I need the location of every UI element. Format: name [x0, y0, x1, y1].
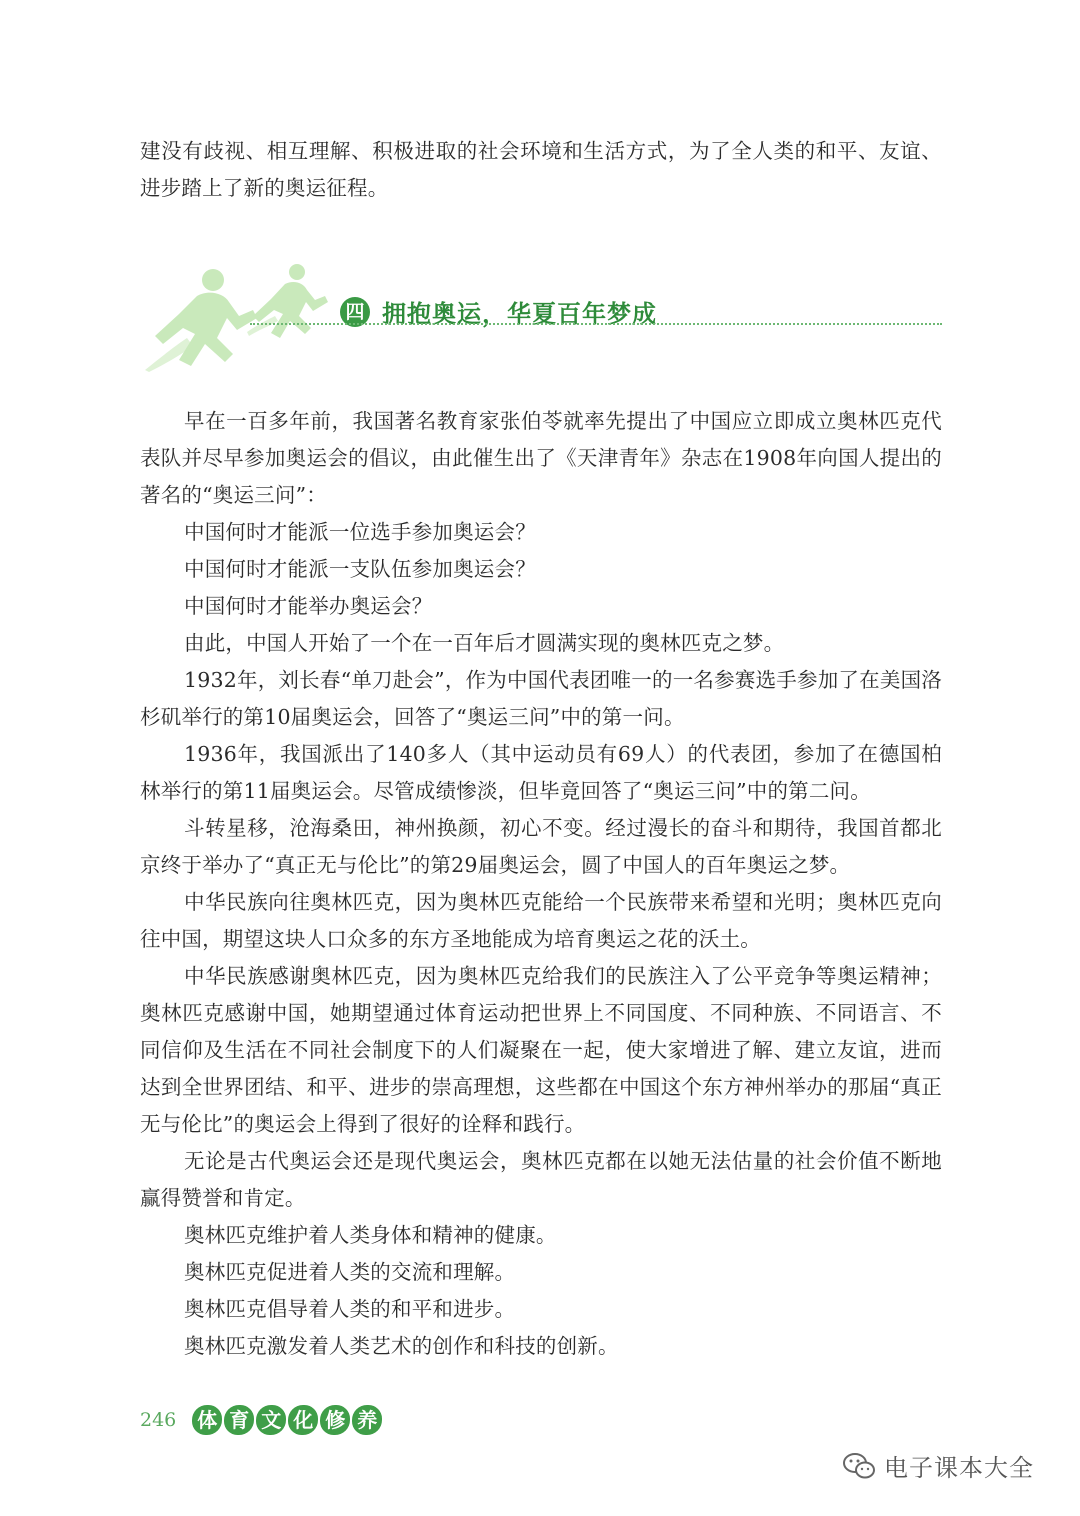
paragraph: 奥林匹克促进着人类的交流和理解。: [184, 1260, 516, 1284]
wechat-icon: [842, 1451, 876, 1481]
book-title-char: 体: [192, 1405, 222, 1435]
book-title-char: 养: [352, 1405, 382, 1435]
paragraph: 1936年，我国派出了140多人（其中运动员有69人）的代表团，参加了在德国柏林举行的第11届奥运会。尽管成绩惨淡，但毕竟回答了“奥运三问”中的第二问。: [140, 742, 942, 803]
paragraph: 奥林匹克激发着人类艺术的创作和科技的创新。: [184, 1334, 619, 1358]
book-title-char: 文: [256, 1405, 286, 1435]
watermark-text: 电子课本大全: [884, 1454, 1034, 1482]
paragraph: 1932年，刘长春“单刀赴会”，作为中国代表团唯一的一名参赛选手参加了在美国洛杉矶举行的第10届奥运会，回答了“奥运三问”中的第一问。: [140, 668, 942, 729]
paragraph: 中国何时才能举办奥运会？: [184, 594, 433, 618]
intro-text-block: [140, 133, 942, 207]
paragraph: 中国何时才能派一支队伍参加奥运会？: [184, 557, 536, 581]
paragraph: 无论是古代奥运会还是现代奥运会，奥林匹克都在以她无法估量的社会价值不断地赢得赞誉和肯定。: [140, 1149, 942, 1210]
paragraph: 中华民族感谢奥林匹克，因为奥林匹克给我们的民族注入了公平竞争等奥运精神；奥林匹克感谢中国，她期望通过体育运动把世界上不同国度、不同种族、不同语言、不同信仰及生活在不同社会制度下的人们凝聚在一起，使大家增进了解、建立友谊，进而达到全世界团结、和平、进步的崇高理想，这些都在中国这个东方神州举办的那届“真正无与伦比”的奥运会上得到了很好的诠释和践行。: [140, 964, 942, 1136]
runner-icon: [135, 258, 340, 373]
section-number-badge: 四: [340, 297, 370, 327]
paragraph: 中华民族向往奥林匹克，因为奥林匹克能给一个民族带来希望和光明；奥林匹克向往中国，期望这块人口众多的东方圣地能成为培育奥运之花的沃土。: [140, 890, 942, 951]
book-title-char: 育: [224, 1405, 254, 1435]
page-number: 246: [140, 1409, 177, 1431]
paragraph: 由此，中国人开始了一个在一百年后才圆满实现的奥林匹克之梦。: [184, 631, 785, 655]
main-text-block: [140, 403, 942, 1365]
book-title-char: 修: [320, 1405, 350, 1435]
section-title-text: 拥抱奥运，华夏百年梦成: [382, 300, 657, 328]
page-footer: [140, 1405, 382, 1435]
section-header: [135, 258, 945, 373]
paragraph: 早在一百多年前，我国著名教育家张伯苓就率先提出了中国应立即成立奥林匹克代表队并尽早参加奥运会的倡议，由此催生出了《天津青年》杂志在1908年向国人提出的著名的“奥运三问”：: [140, 409, 942, 507]
watermark: [842, 1448, 1034, 1483]
intro-paragraph: 建没有歧视、相互理解、积极进取的社会环境和生活方式，为了全人类的和平、友谊、进步踏上了新的奥运征程。: [140, 139, 942, 200]
section-divider: [250, 323, 942, 325]
paragraph: 中国何时才能派一位选手参加奥运会？: [184, 520, 536, 544]
paragraph: 奥林匹克倡导着人类的和平和进步。: [184, 1297, 516, 1321]
book-title-char: 化: [288, 1405, 318, 1435]
book-title-logo: [192, 1405, 382, 1435]
paragraph: 斗转星移，沧海桑田，神州换颜，初心不变。经过漫长的奋斗和期待，我国首都北京终于举办了“真正无与伦比”的第29届奥运会，圆了中国人的百年奥运之梦。: [140, 816, 942, 877]
paragraph: 奥林匹克维护着人类身体和精神的健康。: [184, 1223, 557, 1247]
